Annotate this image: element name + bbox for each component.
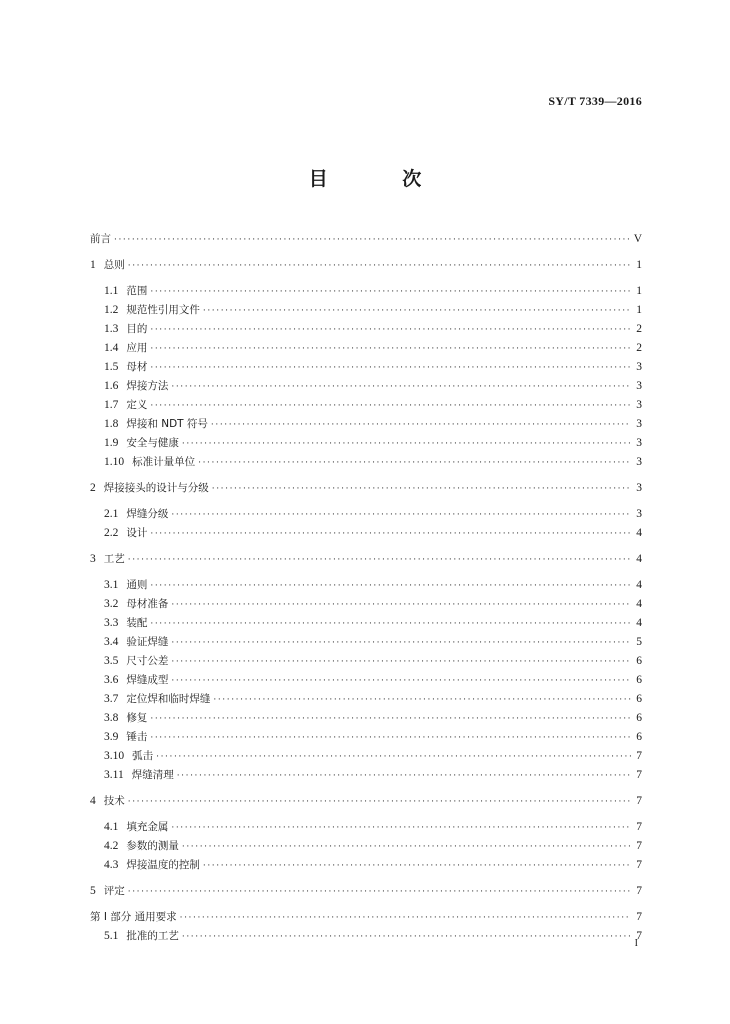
toc-entry-label: 焊接温度的控制 bbox=[126, 859, 200, 871]
toc-entry-label: 应用 bbox=[126, 342, 148, 354]
toc-entry-label: 范围 bbox=[126, 285, 148, 297]
toc-entry[interactable] bbox=[90, 634, 642, 653]
toc-leader-dots bbox=[150, 578, 631, 594]
toc-entry[interactable] bbox=[90, 819, 642, 838]
toc-entry-page: 3 bbox=[636, 418, 642, 430]
toc-entry[interactable] bbox=[90, 729, 642, 748]
toc-entry-page: 3 bbox=[636, 456, 642, 468]
toc-entry-page: 3 bbox=[636, 437, 642, 449]
toc-leader-dots bbox=[182, 436, 631, 452]
toc-entry-number: 3.9 bbox=[104, 731, 119, 743]
toc-entry-number: 1.10 bbox=[104, 456, 125, 468]
toc-leader-dots bbox=[177, 768, 631, 784]
toc-entry[interactable] bbox=[90, 748, 642, 767]
toc-entry[interactable] bbox=[90, 615, 642, 634]
toc-entry[interactable] bbox=[90, 506, 642, 525]
toc-entry-page: 5 bbox=[636, 636, 642, 648]
toc-entry[interactable] bbox=[90, 710, 642, 729]
toc-leader-dots bbox=[212, 481, 631, 497]
toc-entry-page: 7 bbox=[636, 750, 642, 762]
toc-entry-label: 批准的工艺 bbox=[126, 930, 179, 942]
toc-entry-label: 焊缝清理 bbox=[131, 769, 174, 781]
toc-entry-number: 3.6 bbox=[104, 674, 119, 686]
toc-entry-page: 3 bbox=[636, 482, 642, 494]
toc-leader-dots bbox=[171, 597, 631, 613]
toc-entry-label: 设计 bbox=[126, 527, 148, 539]
toc-entry-page: 7 bbox=[636, 821, 642, 833]
toc-entry-label: 规范性引用文件 bbox=[126, 304, 200, 316]
toc-entry-page: 6 bbox=[636, 674, 642, 686]
toc-entry-label: 标准计量单位 bbox=[132, 456, 196, 468]
toc-entry-label: 总则 bbox=[103, 259, 125, 271]
page-number: I bbox=[634, 938, 638, 949]
toc-entry[interactable] bbox=[90, 454, 642, 473]
toc-entry-number: 3.5 bbox=[104, 655, 119, 667]
toc-entry-page: 7 bbox=[636, 930, 642, 942]
toc-leader-dots bbox=[211, 417, 631, 433]
toc-entry-page: 4 bbox=[636, 527, 642, 539]
toc-entry[interactable] bbox=[90, 596, 642, 615]
toc-entry-label: 焊缝分级 bbox=[126, 508, 169, 520]
toc-leader-dots bbox=[198, 455, 631, 471]
toc-entry-number: 3.3 bbox=[104, 617, 119, 629]
toc-leader-dots bbox=[128, 794, 631, 810]
toc-entry[interactable] bbox=[90, 672, 642, 691]
toc-entry-label: 定位焊和临时焊缝 bbox=[126, 693, 211, 705]
toc-entry-label: 参数的测量 bbox=[126, 840, 179, 852]
toc-entry-number: 1.4 bbox=[104, 342, 119, 354]
toc-entry[interactable] bbox=[90, 909, 642, 928]
toc-entry[interactable] bbox=[90, 283, 642, 302]
toc-entry-number: 1.3 bbox=[104, 323, 119, 335]
toc-leader-dots bbox=[171, 654, 631, 670]
toc-entry-number: 4 bbox=[90, 795, 96, 807]
toc-leader-dots bbox=[150, 341, 631, 357]
toc-entry-label: 评定 bbox=[103, 885, 125, 897]
toc-entry-number: 1.9 bbox=[104, 437, 119, 449]
toc-entry[interactable] bbox=[90, 257, 642, 276]
toc-entry-number: 3.1 bbox=[104, 579, 119, 591]
toc-entry[interactable] bbox=[90, 653, 642, 672]
toc-entry-label: 母材准备 bbox=[126, 598, 169, 610]
toc-entry-label: 母材 bbox=[126, 361, 148, 373]
toc-entry-page: 6 bbox=[636, 693, 642, 705]
toc-entry-number: 1 bbox=[90, 259, 96, 271]
toc-leader-dots bbox=[171, 379, 631, 395]
toc-leader-dots bbox=[182, 929, 631, 945]
toc-leader-dots bbox=[150, 398, 631, 414]
toc-entry[interactable] bbox=[90, 416, 642, 435]
toc-leader-dots bbox=[171, 820, 631, 836]
toc-entry-label: 焊接和 NDT 符号 bbox=[126, 418, 208, 430]
toc-entry-page: 1 bbox=[636, 285, 642, 297]
toc-entry-label: 弧击 bbox=[132, 750, 154, 762]
toc-entry-page: 7 bbox=[636, 795, 642, 807]
toc-entry-page: 7 bbox=[636, 859, 642, 871]
toc-entry-number: 2 bbox=[90, 482, 96, 494]
toc-entry[interactable] bbox=[90, 525, 642, 544]
toc-entry-label: 定义 bbox=[126, 399, 148, 411]
toc-entry[interactable] bbox=[90, 793, 642, 812]
toc-entry-page: 7 bbox=[636, 769, 642, 781]
toc-entry-number: 5 bbox=[90, 885, 96, 897]
toc-entry-label: 工艺 bbox=[103, 553, 125, 565]
toc-entry-page: 6 bbox=[636, 731, 642, 743]
toc-entry-label: 锤击 bbox=[126, 731, 148, 743]
toc-leader-dots bbox=[156, 749, 631, 765]
toc-entry-number: 1.7 bbox=[104, 399, 119, 411]
toc-entry-number: 1.8 bbox=[104, 418, 119, 430]
toc-leader-dots bbox=[114, 232, 631, 248]
toc-entry-label: 修复 bbox=[126, 712, 148, 724]
toc-entry[interactable] bbox=[90, 302, 642, 321]
toc-entry-page: 3 bbox=[636, 361, 642, 373]
toc-entry[interactable] bbox=[90, 691, 642, 710]
toc-leader-dots bbox=[128, 552, 631, 568]
toc-entry-number: 3.2 bbox=[104, 598, 119, 610]
toc-entry-label: 通则 bbox=[126, 579, 148, 591]
toc-entry-page: 7 bbox=[636, 840, 642, 852]
toc-entry-number: 1.1 bbox=[104, 285, 119, 297]
toc-entry-page: 3 bbox=[636, 508, 642, 520]
toc-entry[interactable] bbox=[90, 378, 642, 397]
toc-entry-number: 4.1 bbox=[104, 821, 119, 833]
toc-entry-label: 技术 bbox=[103, 795, 125, 807]
toc-entry-number: 3.10 bbox=[104, 750, 125, 762]
toc-entry-page: 4 bbox=[636, 598, 642, 610]
toc-entry-page: 7 bbox=[636, 911, 642, 923]
toc-entry[interactable] bbox=[90, 767, 642, 786]
toc-entry-page: 4 bbox=[636, 617, 642, 629]
toc-entry-page: 4 bbox=[636, 579, 642, 591]
toc-entry-number: 3.4 bbox=[104, 636, 119, 648]
toc-entry-label: 焊缝成型 bbox=[126, 674, 169, 686]
toc-entry[interactable] bbox=[90, 435, 642, 454]
toc-leader-dots bbox=[150, 730, 631, 746]
table-of-contents bbox=[90, 231, 642, 947]
toc-leader-dots bbox=[150, 711, 631, 727]
toc-entry-page: 7 bbox=[636, 885, 642, 897]
toc-entry-page: 2 bbox=[636, 342, 642, 354]
toc-leader-dots bbox=[150, 284, 631, 300]
toc-entry-number: 5.1 bbox=[104, 930, 119, 942]
toc-leader-dots bbox=[171, 507, 631, 523]
toc-entry[interactable] bbox=[90, 857, 642, 876]
toc-entry-page: 6 bbox=[636, 655, 642, 667]
toc-entry-number: 3.7 bbox=[104, 693, 119, 705]
toc-entry-number: 2.1 bbox=[104, 508, 119, 520]
toc-entry-label: 焊接方法 bbox=[126, 380, 169, 392]
toc-entry[interactable] bbox=[90, 577, 642, 596]
toc-entry-number: 3.11 bbox=[104, 769, 124, 781]
toc-entry-number: 1.5 bbox=[104, 361, 119, 373]
toc-entry-label: 填充金属 bbox=[126, 821, 169, 833]
toc-entry[interactable] bbox=[90, 340, 642, 359]
toc-entry-number: 3 bbox=[90, 553, 96, 565]
toc-entry[interactable] bbox=[90, 397, 642, 416]
toc-entry-page: 1 bbox=[636, 304, 642, 316]
toc-entry-number: 4.3 bbox=[104, 859, 119, 871]
toc-entry[interactable] bbox=[90, 359, 642, 378]
toc-entry-number: 2.2 bbox=[104, 527, 119, 539]
toc-leader-dots bbox=[128, 258, 631, 274]
toc-entry-label: 装配 bbox=[126, 617, 148, 629]
toc-entry-page: 3 bbox=[636, 380, 642, 392]
toc-entry-page: 3 bbox=[636, 399, 642, 411]
toc-entry-number: 1.6 bbox=[104, 380, 119, 392]
toc-leader-dots bbox=[182, 839, 631, 855]
toc-entry-number: 4.2 bbox=[104, 840, 119, 852]
toc-entry[interactable] bbox=[90, 838, 642, 857]
toc-entry-number: 1.2 bbox=[104, 304, 119, 316]
toc-entry[interactable] bbox=[90, 321, 642, 340]
toc-leader-dots bbox=[128, 884, 631, 900]
toc-leader-dots bbox=[150, 322, 631, 338]
toc-leader-dots bbox=[203, 858, 631, 874]
toc-entry-label: 前言 bbox=[90, 233, 111, 245]
toc-entry-page: 2 bbox=[636, 323, 642, 335]
toc-entry[interactable] bbox=[90, 928, 642, 947]
toc-entry[interactable] bbox=[90, 231, 642, 250]
toc-entry-page: V bbox=[633, 233, 642, 245]
toc-entry-label: 第 I 部分 通用要求 bbox=[90, 911, 177, 923]
toc-leader-dots bbox=[171, 635, 631, 651]
toc-leader-dots bbox=[150, 526, 631, 542]
toc-entry-page: 4 bbox=[636, 553, 642, 565]
toc-entry[interactable] bbox=[90, 480, 642, 499]
toc-entry-label: 尺寸公差 bbox=[126, 655, 169, 667]
toc-leader-dots bbox=[171, 673, 631, 689]
toc-leader-dots bbox=[150, 616, 631, 632]
toc-leader-dots bbox=[203, 303, 631, 319]
toc-leader-dots bbox=[180, 910, 631, 926]
toc-entry-page: 1 bbox=[636, 259, 642, 271]
toc-entry-page: 6 bbox=[636, 712, 642, 724]
toc-entry[interactable] bbox=[90, 551, 642, 570]
page-title: 目 次 bbox=[308, 168, 456, 190]
toc-leader-dots bbox=[150, 360, 631, 376]
toc-entry-label: 验证焊缝 bbox=[126, 636, 169, 648]
toc-leader-dots bbox=[213, 692, 631, 708]
toc-entry-label: 安全与健康 bbox=[126, 437, 179, 449]
toc-entry-number: 3.8 bbox=[104, 712, 119, 724]
toc-entry-label: 目的 bbox=[126, 323, 148, 335]
toc-entry[interactable] bbox=[90, 883, 642, 902]
document-code: SY/T 7339—2016 bbox=[548, 94, 642, 108]
toc-entry-label: 焊接接头的设计与分级 bbox=[103, 482, 209, 494]
